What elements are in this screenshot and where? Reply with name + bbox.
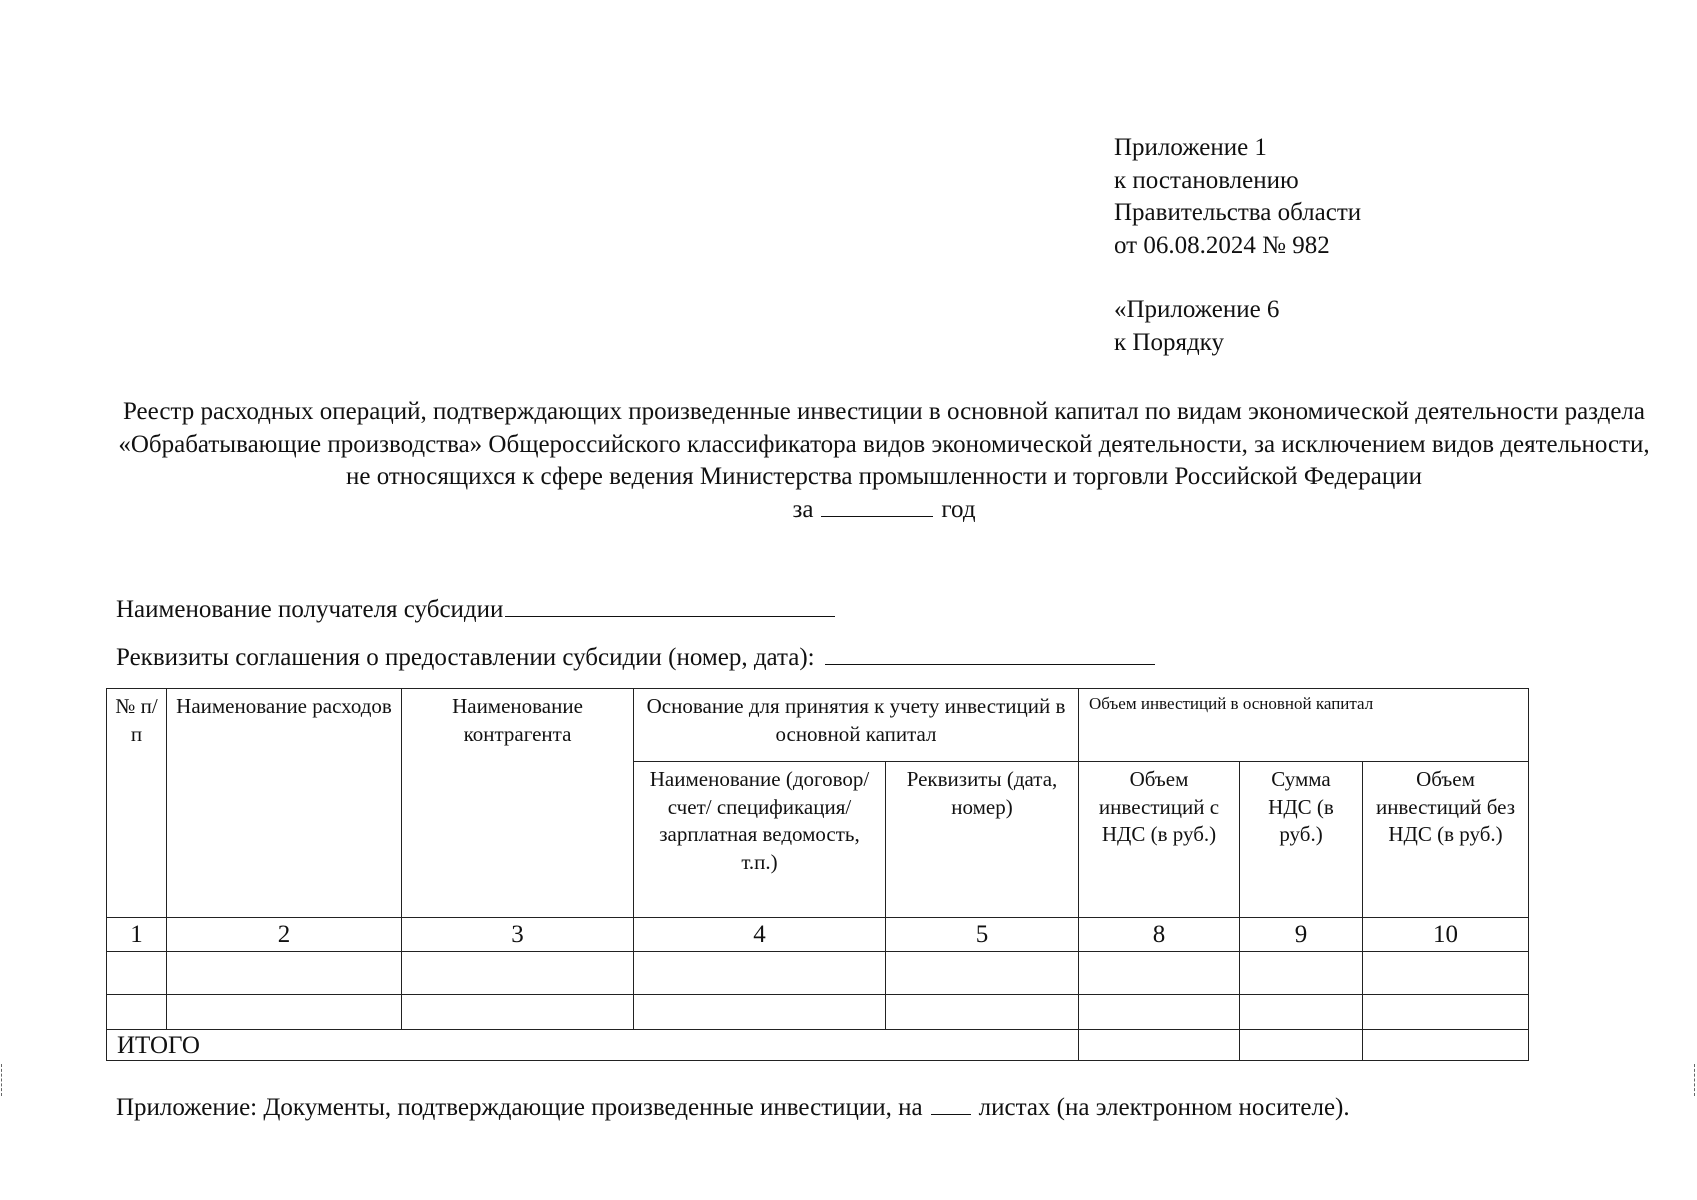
table-cell[interactable] xyxy=(886,952,1079,995)
registry-table xyxy=(106,688,1529,1061)
title-text: Реестр расходных операций, подтверждающих произведенные инвестиции в основной капитал по видам экономической деятельности раздела «Обрабатывающие производства» Общероссийского классификатора видов экономической деятельности, за исключением видов деятельности, не относящихся к сфере ведения Министерства промышленности и торговли Российской Федерации xyxy=(118,398,1650,490)
document-title xyxy=(112,396,1656,526)
spacer xyxy=(1114,262,1361,294)
header-basis-name: Наименование (договор/счет/ спецификация/ зарплатная ведомость, т.п.) xyxy=(634,762,886,918)
table-cell[interactable] xyxy=(167,952,402,995)
table-cell[interactable] xyxy=(402,995,634,1030)
scan-edge-mark xyxy=(1,1064,2,1096)
agreement-blank[interactable] xyxy=(825,642,1155,665)
table-cell[interactable] xyxy=(886,995,1079,1030)
appendix-decree-date: от 06.08.2024 № 982 xyxy=(1114,231,1330,259)
column-number-row xyxy=(107,918,1529,952)
column-number: 9 xyxy=(1240,918,1363,952)
appendix-line: «Приложение 6 xyxy=(1114,296,1280,323)
total-volume-with-vat[interactable] xyxy=(1079,1030,1240,1061)
recipient-field xyxy=(116,594,835,626)
table-cell[interactable] xyxy=(634,995,886,1030)
period-blank[interactable] xyxy=(821,494,933,517)
table-row xyxy=(107,952,1529,995)
table-cell[interactable] xyxy=(1079,952,1240,995)
table-cell[interactable] xyxy=(1240,952,1363,995)
column-number: 3 xyxy=(402,918,634,952)
column-number: 8 xyxy=(1079,918,1240,952)
recipient-blank[interactable] xyxy=(505,594,835,617)
scan-edge-mark xyxy=(1694,1064,1695,1096)
column-number: 5 xyxy=(886,918,1079,952)
period-prefix: за xyxy=(792,495,814,523)
appendix-line: к постановлению xyxy=(1114,166,1299,194)
header-volume-with-vat: Объем инвестиций с НДС (в руб.) xyxy=(1079,762,1240,918)
total-row xyxy=(107,1030,1529,1061)
header-num: № п/п xyxy=(107,689,167,918)
table-cell[interactable] xyxy=(107,952,167,995)
header-basis-group: Основание для принятия к учету инвестиций в основной капитал xyxy=(634,689,1079,762)
column-number: 4 xyxy=(634,918,886,952)
table-cell[interactable] xyxy=(1363,995,1529,1030)
appendix-line: Правительства области xyxy=(1114,199,1362,226)
table-cell[interactable] xyxy=(634,952,886,995)
total-label: ИТОГО xyxy=(107,1030,1079,1061)
header-basis-details: Реквизиты (дата, номер) xyxy=(886,762,1079,918)
column-number: 10 xyxy=(1363,918,1529,952)
total-volume-without-vat[interactable] xyxy=(1363,1030,1529,1061)
header-volume-without-vat: Объем инвестиций без НДС (в руб.) xyxy=(1363,762,1529,918)
table-row xyxy=(107,995,1529,1030)
table-cell[interactable] xyxy=(402,952,634,995)
appendix-line: к Порядку xyxy=(1114,328,1224,356)
header-volume-group: Объем инвестиций в основной капитал xyxy=(1079,689,1529,762)
table-cell[interactable] xyxy=(167,995,402,1030)
agreement-label: Реквизиты соглашения о предоставлении субсидии (номер, дата): xyxy=(116,644,815,671)
header-expense-name: Наименование расходов xyxy=(167,689,402,918)
column-number: 1 xyxy=(107,918,167,952)
table-cell[interactable] xyxy=(1363,952,1529,995)
table-cell[interactable] xyxy=(107,995,167,1030)
table-cell[interactable] xyxy=(1240,995,1363,1030)
attachment-suffix: листах (на электронном носителе). xyxy=(978,1094,1350,1121)
total-vat-amount[interactable] xyxy=(1240,1030,1363,1061)
header-row-1 xyxy=(107,689,1529,762)
appendix-block xyxy=(1114,132,1361,359)
table-cell[interactable] xyxy=(1079,995,1240,1030)
column-number: 2 xyxy=(167,918,402,952)
period-suffix: год xyxy=(941,495,976,523)
header-counterparty: Наименование контрагента xyxy=(402,689,634,918)
period-line xyxy=(112,494,1656,527)
attachment-note xyxy=(116,1092,1350,1124)
header-vat-amount: Сумма НДС (в руб.) xyxy=(1240,762,1363,918)
attachment-prefix: Приложение: Документы, подтверждающие произведенные инвестиции, на xyxy=(116,1094,923,1121)
appendix-line: Приложение 1 xyxy=(1114,134,1267,161)
recipient-label: Наименование получателя субсидии xyxy=(116,596,504,623)
agreement-field xyxy=(116,642,1155,674)
sheets-count-blank[interactable] xyxy=(931,1092,971,1115)
